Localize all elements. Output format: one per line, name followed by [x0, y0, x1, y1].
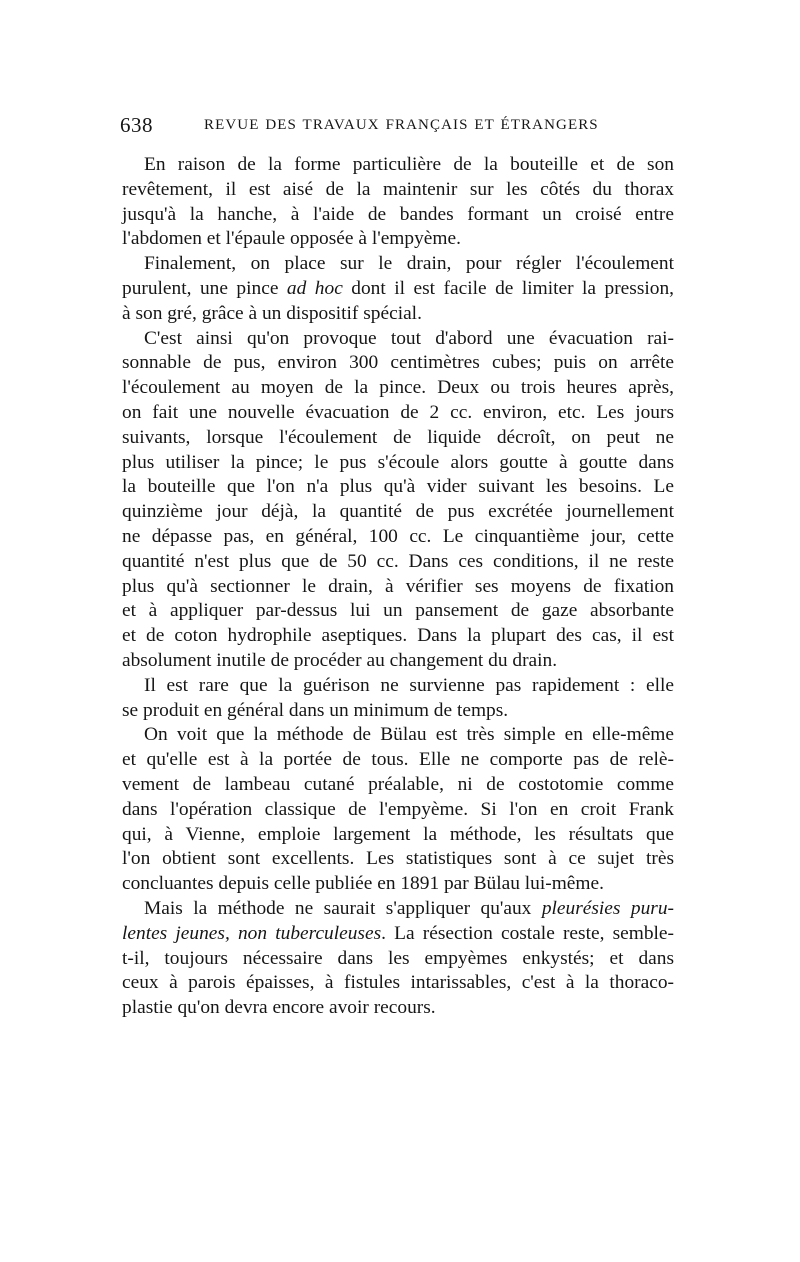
paragraph: [122, 723, 674, 897]
text-line: C'est ainsi qu'on provoque tout d'abord une évacuation rai-: [144, 327, 674, 349]
text-line: [122, 302, 674, 327]
text-line: [122, 897, 674, 922]
text-line: ne dépasse pas, en général, 100 cc. Le cinquantième jour, cette: [122, 525, 674, 547]
italic-term: ad hoc: [286, 277, 343, 299]
text-line: se produit en général dans un minimum de temps.: [122, 699, 509, 721]
text-line: jusqu'à la hanche, à l'aide de bandes formant un croisé entre: [122, 203, 674, 225]
text-line: l'abdomen et l'épaule opposée à l'empyème.: [122, 228, 461, 250]
running-header: [120, 113, 672, 143]
text-line: vement de lambeau cutané préalable, ni de costotomie comme: [122, 773, 674, 795]
paragraph: [122, 897, 674, 1021]
page-number: 638: [120, 113, 153, 137]
italic-term: pleurésies puru-: [541, 897, 674, 919]
text-line: dans l'opération classique de l'empyème. Si l'on en croit Frank: [122, 798, 674, 820]
paragraph: [122, 674, 674, 724]
text-line: l'on obtient sont excellents. Les statistiques sont à ce sujet très: [122, 848, 674, 870]
text-line: plus qu'à sectionner le drain, à vérifier ses moyens de fixation: [122, 575, 674, 597]
text-run: à son gré, grâce à un dispositif spécial.: [122, 302, 422, 324]
text-line: quantité n'est plus que de 50 cc. Dans ces conditions, il ne reste: [122, 550, 674, 572]
text-run: t-il, toujours nécessaire dans les empyèmes enkystés; et dans: [122, 947, 674, 969]
text-line: [122, 252, 674, 277]
text-line: sonnable de pus, environ 300 centimètres cubes; puis on arrête: [122, 352, 674, 374]
text-run: Finalement, on place sur le drain, pour régler l'écoulement: [144, 253, 674, 275]
text-line: [122, 996, 674, 1021]
body-text: [122, 153, 674, 1021]
paragraph: [122, 153, 674, 252]
text-line: et qu'elle est à la portée de tous. Elle ne comporte pas de relè-: [122, 749, 674, 771]
text-line: Il est rare que la guérison ne survienne pas rapidement : elle: [144, 674, 674, 696]
text-line: revêtement, il est aisé de la maintenir sur les côtés du thorax: [122, 178, 674, 200]
text-line: plus utiliser la pince; le pus s'écoule alors goutte à goutte dans: [122, 451, 674, 473]
text-line: On voit que la méthode de Bülau est très simple en elle-même: [144, 724, 674, 746]
text-line: qui, à Vienne, emploie largement la méthode, les résultats que: [122, 823, 674, 845]
running-title: REVUE DES TRAVAUX FRANÇAIS ET ÉTRANGERS: [204, 117, 599, 133]
text-line: [122, 971, 674, 996]
text-line: [122, 947, 674, 972]
text-run: dont il est facile de limiter la pression,: [342, 277, 674, 299]
text-line: absolument inutile de procéder au changement du drain.: [122, 649, 558, 671]
text-line: [122, 277, 674, 302]
italic-term: lentes jeunes, non tuberculeuses: [122, 922, 382, 944]
paragraph: [122, 252, 674, 326]
text-line: on fait une nouvelle évacuation de 2 cc. environ, etc. Les jours: [122, 401, 674, 423]
text-line: quinzième jour déjà, la quantité de pus excrétée journellement: [122, 501, 674, 523]
text-line: l'écoulement au moyen de la pince. Deux ou trois heures après,: [122, 377, 674, 399]
paragraph: [122, 327, 674, 674]
text-run: Mais la méthode ne saurait s'appliquer qu'aux: [144, 897, 542, 919]
text-line: suivants, lorsque l'écoulement de liquide décroît, on peut ne: [122, 426, 674, 448]
text-run: ceux à parois épaisses, à fistules intarissables, c'est à la thoraco-: [122, 972, 674, 994]
text-run: purulent, une pince: [122, 277, 287, 299]
text-line: et à appliquer par-dessus lui un pansement de gaze absorbante: [122, 600, 674, 622]
text-line: concluantes depuis celle publiée en 1891 par Bülau lui-même.: [122, 873, 604, 895]
text-line: [122, 922, 674, 947]
text-line: et de coton hydrophile aseptiques. Dans la plupart des cas, il est: [122, 625, 674, 647]
text-run: . La résection costale reste, semble-: [381, 922, 674, 944]
text-line: la bouteille que l'on n'a plus qu'à vider suivant les besoins. Le: [122, 476, 674, 498]
text-line: En raison de la forme particulière de la bouteille et de son: [144, 154, 674, 175]
text-run: plastie qu'on devra encore avoir recours.: [122, 997, 436, 1019]
